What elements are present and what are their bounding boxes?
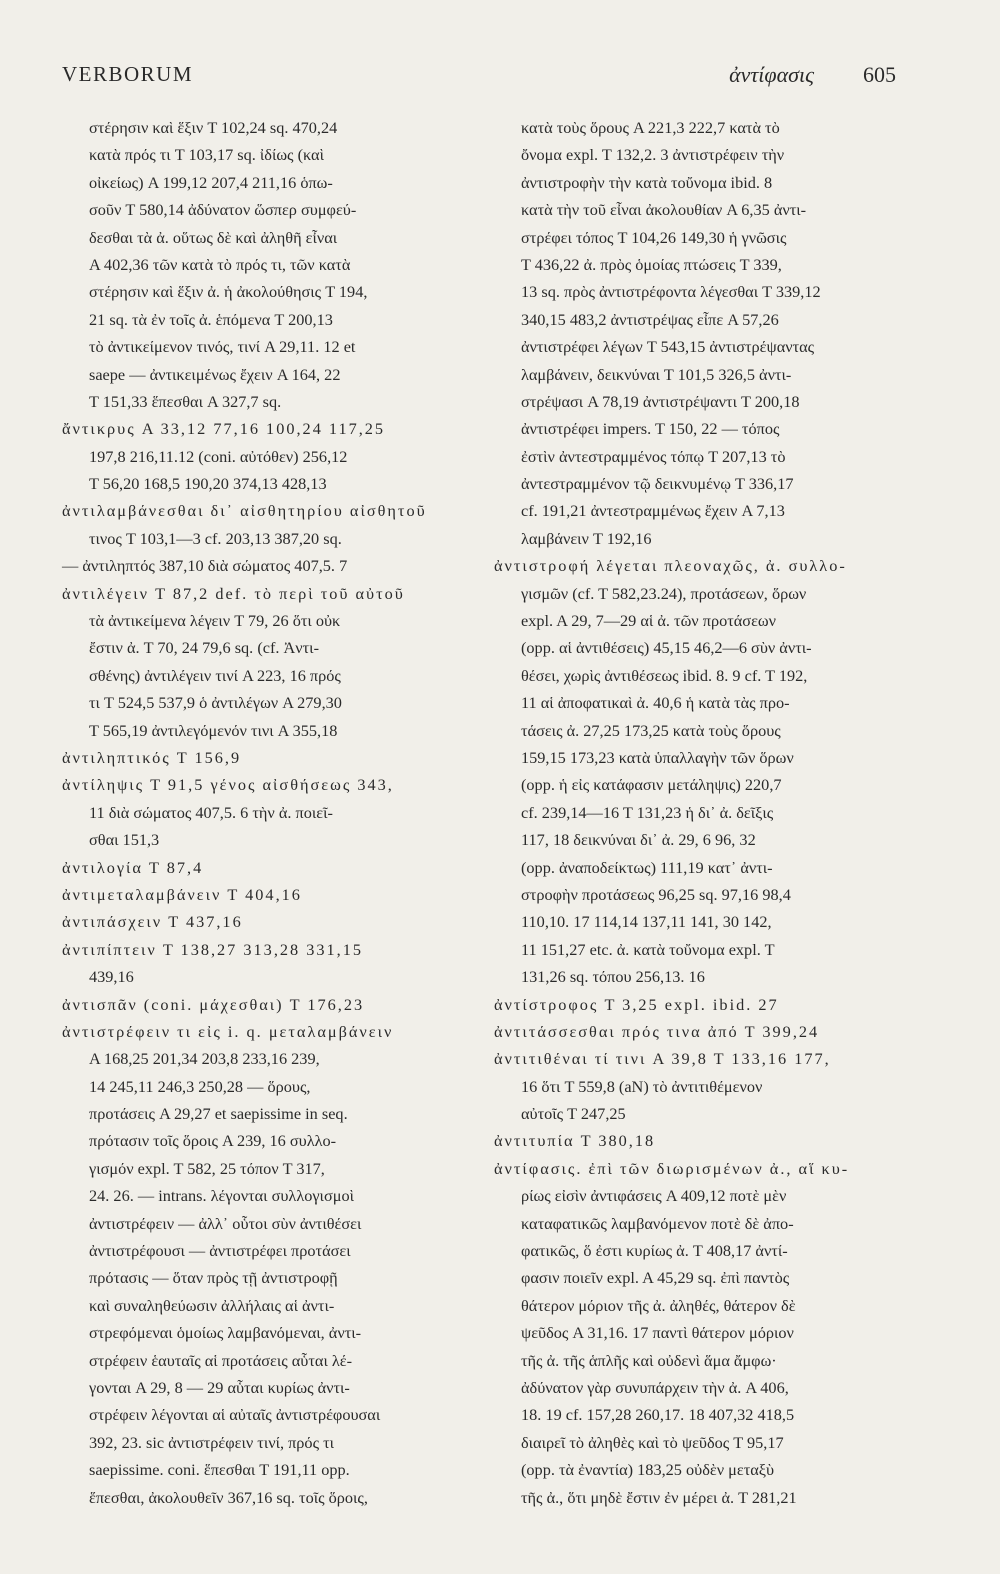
text-line: τὰ ἀντικείμενα λέγειν T 79, 26 ὅτι οὐκ: [89, 611, 341, 631]
text-line: 110,10. 17 114,14 137,11 141, 30 142,: [521, 912, 772, 932]
text-line: saepissime. coni. ἕπεσθαι T 191,11 opp.: [89, 1460, 350, 1480]
text-line: ἀδύνατον γὰρ συνυπάρχειν τὴν ἀ. A 406,: [521, 1377, 789, 1397]
text-line: τι T 524,5 537,9 ὁ ἀντιλέγων A 279,30: [89, 693, 342, 713]
text-line: ἀντιτιθέναι τί τινι A 39,8 T 133,16 177,: [494, 1049, 831, 1069]
text-line: φατικῶς, ὅ ἐστι κυρίως ἀ. T 408,17 ἀντί-: [521, 1241, 788, 1261]
text-line: T 565,19 ἀντιλεγόμενόν τινι A 355,18: [89, 720, 338, 740]
text-line: σοῦν T 580,14 ἀδύνατον ὥσπερ συμφεύ-: [89, 200, 357, 220]
text-line: ἀντιστροφή λέγεται πλεοναχῶς, ἀ. συλλο-: [494, 556, 847, 576]
text-line: 340,15 483,2 ἀντιστρέψας εἶπε A 57,26: [521, 309, 779, 329]
text-line: στροφὴν προτάσεως 96,25 sq. 97,16 98,4: [521, 884, 791, 904]
page-number: 605: [863, 62, 896, 87]
text-line: κατὰ τὴν τοῦ εἶναι ἀκολουθίαν A 6,35 ἀντι-: [521, 200, 807, 220]
text-line: ρίως εἰσὶν ἀντιφάσεις A 409,12 ποτὲ μὲν: [521, 1186, 787, 1206]
text-line: τῆς ἀ., ὅτι μηδὲ ἔστιν ἐν μέρει ἀ. T 281,21: [521, 1487, 797, 1507]
text-line: ἀντιπάσχειν T 437,16: [62, 912, 243, 932]
text-line: ἕπεσθαι, ἀκολουθεῖν 367,16 sq. τοῖς ὅροις,: [89, 1487, 368, 1507]
text-line: ἀντιπίπτειν T 138,27 313,28 331,15: [62, 939, 364, 959]
text-line: ἀντιμεταλαμβάνειν T 404,16: [62, 884, 302, 904]
text-line: 14 245,11 246,3 250,28 — ὅρους,: [89, 1076, 311, 1096]
text-line: σθένης) ἀντιλέγειν τινί A 223, 16 πρός: [89, 665, 341, 685]
text-line: στρέφειν ἑαυταῖς αἱ προτάσεις αὗται λέ-: [89, 1350, 353, 1370]
text-line: 16 ὅτι T 559,8 (aN) τὸ ἀντιτιθέμενον: [521, 1076, 763, 1096]
text-line: ἀντιλογία T 87,4: [62, 857, 204, 877]
text-line: 11 151,27 etc. ἀ. κατὰ τοὔνομα expl. T: [521, 939, 775, 959]
text-line: A 402,36 τῶν κατὰ τὸ πρός τι, τῶν κατὰ: [89, 254, 351, 274]
text-line: τῆς ἀ. τῆς ἁπλῆς καὶ οὐδενὶ ἅμα ἄμφω·: [521, 1350, 777, 1370]
text-line: 11 αἱ ἀποφατικαὶ ἀ. 40,6 ἡ κατὰ τὰς προ-: [521, 693, 790, 713]
text-line: στρέφειν λέγονται αἱ αὐταῖς ἀντιστρέφουσαι: [89, 1405, 381, 1425]
text-line: T 56,20 168,5 190,20 374,13 428,13: [89, 474, 327, 494]
text-line: 24. 26. — intrans. λέγονται συλλογισμοὶ: [89, 1186, 354, 1206]
text-line: κατὰ τοὺς ὅρους A 221,3 222,7 κατὰ τὸ: [521, 118, 780, 137]
text-line: cf. 239,14—16 T 131,23 ἡ δι᾽ ἀ. δεῖξις: [521, 802, 774, 822]
text-line: τινος T 103,1—3 cf. 203,13 387,20 sq.: [89, 528, 342, 548]
text-line: 11 διὰ σώματος 407,5. 6 τὴν ἀ. ποιεῖ-: [89, 802, 333, 822]
right-column: [494, 114, 902, 1511]
text-line: θέσει, χωρὶς ἀντιθέσεως ibid. 8. 9 cf. T 192,: [521, 665, 808, 685]
text-line: 392, 23. sic ἀντιστρέφειν τινί, πρός τι: [89, 1432, 335, 1452]
text-line: 131,26 sq. τόπου 256,13. 16: [521, 967, 705, 987]
text-line: ἀντιτάσσεσθαι πρός τινα ἀπό T 399,24: [494, 1021, 820, 1041]
text-line: θάτερον μόριον τῆς ἀ. ἀληθές, θάτερον δὲ: [521, 1295, 796, 1315]
text-line: ἀντίληψις T 91,5 γένος αἰσθήσεως 343,: [62, 775, 394, 795]
text-line: ἄντικρυς A 33,12 77,16 100,24 117,25: [62, 419, 386, 439]
text-line: στρεφόμεναι ὁμοίως λαμβανόμεναι, ἀντι-: [89, 1323, 362, 1343]
text-line: 18. 19 cf. 157,28 260,17. 18 407,32 418,5: [521, 1405, 795, 1425]
text-line: ἀντίστροφος T 3,25 expl. ibid. 27: [494, 994, 779, 1014]
text-line: T 151,33 ἕπεσθαι A 327,7 sq.: [89, 391, 282, 411]
text-line: ἀντιτυπία T 380,18: [494, 1131, 656, 1151]
text-line: ἀντιλέγειν T 87,2 def. τὸ περὶ τοῦ αὐτοῦ: [62, 583, 405, 603]
text-line: προτάσεις A 29,27 et saepissime in seq.: [89, 1104, 348, 1124]
left-column: [62, 114, 482, 1511]
text-line: 117, 18 δεικνύναι δι᾽ ἀ. 29, 6 96, 32: [521, 830, 756, 850]
text-line: δεσθαι τὰ ἀ. οὕτως δὲ καὶ ἀληθῆ εἶναι: [89, 227, 338, 247]
text-line: καταφατικῶς λαμβανόμενον ποτὲ δὲ ἀπο-: [521, 1213, 794, 1233]
page-header: [62, 62, 896, 96]
text-line: ἀντιστρέφει λέγων T 543,15 ἀντιστρέψαντας: [521, 337, 815, 357]
text-line: στρέφει τόπος T 104,26 149,30 ἡ γνῶσις: [521, 227, 787, 247]
text-line: λαμβάνειν, δεικνύναι T 101,5 326,5 ἀντι-: [521, 364, 792, 384]
text-line: τὸ ἀντικείμενον τινός, τινί A 29,11. 12 et: [89, 337, 356, 357]
text-line: (opp. τὰ ἐναντία) 183,25 οὐδὲν μεταξὺ: [521, 1460, 775, 1480]
text-line: στέρησιν καὶ ἕξιν T 102,24 sq. 470,24: [89, 118, 338, 137]
text-line: 439,16: [89, 967, 134, 987]
text-line: 21 sq. τὰ ἐν τοῖς ἀ. ἑπόμενα T 200,13: [89, 309, 333, 329]
text-line: γισμόν expl. T 582, 25 τόπον T 317,: [89, 1158, 325, 1178]
text-line: αὐτοῖς T 247,25: [521, 1104, 626, 1124]
text-line: στρέψασι A 78,19 ἀντιστρέψαντι T 200,18: [521, 391, 800, 411]
text-line: saepe — ἀντικειμένως ἔχειν A 164, 22: [89, 364, 341, 384]
text-line: cf. 191,21 ἀντεστραμμένως ἔχειν A 7,13: [521, 501, 785, 521]
text-line: πρότασις — ὅταν πρὸς τῇ ἀντιστροφῇ: [89, 1268, 338, 1288]
text-line: ἐστὶν ἀντεστραμμένος τόπῳ T 207,13 τὸ: [521, 446, 786, 466]
text-line: ἀντίφασις. ἐπὶ τῶν διωρισμένων ἀ., αἵ κυ-: [494, 1158, 850, 1178]
text-line: οἰκείως) A 199,12 207,4 211,16 ὁπω-: [89, 172, 333, 192]
text-line: 13 sq. πρὸς ἀντιστρέφοντα λέγεσθαι T 339,12: [521, 282, 821, 302]
text-line: σθαι 151,3: [89, 830, 160, 850]
text-line: γονται A 29, 8 — 29 αὗται κυρίως ἀντι-: [89, 1377, 350, 1397]
text-line: ἀντισπᾶν (coni. μάχεσθαι) T 176,23: [62, 994, 365, 1014]
text-line: 159,15 173,23 κατὰ ὑπαλλαγὴν τῶν ὅρων: [521, 747, 794, 767]
text-line: ἀντιλαμβάνεσθαι δι᾽ αἰσθητηρίου αἰσθητοῦ: [62, 501, 427, 521]
text-line: ἀντιστρέφειν — ἀλλ᾽ οὗτοι σὺν ἀντιθέσει: [89, 1213, 362, 1233]
text-line: ἀντιστρέφουσι — ἀντιστρέφει προτάσει: [89, 1241, 351, 1261]
text-line: στέρησιν καὶ ἕξιν ἀ. ἡ ἀκολούθησις T 194,: [89, 282, 368, 302]
text-line: expl. A 29, 7—29 αἱ ἀ. τῶν προτάσεων: [521, 611, 776, 631]
text-line: ἀντιστρέφει impers. T 150, 22 — τόπος: [521, 419, 780, 439]
text-line: ἀντιληπτικός T 156,9: [62, 747, 242, 767]
text-line: ἔστιν ἀ. T 70, 24 79,6 sq. (cf. Ἀντι-: [89, 638, 319, 658]
text-line: ψεῦδος A 31,16. 17 παντὶ θάτερον μόριον: [521, 1323, 794, 1343]
text-line: (opp. ἀναποδείκτως) 111,19 κατ᾽ ἀντι-: [521, 857, 773, 877]
header-keyword: ἀντίφασις: [729, 62, 814, 87]
text-line: ἀντιστρέφειν τι εἰς i. q. μεταλαμβάνειν: [62, 1021, 394, 1041]
text-line: T 436,22 ἀ. πρὸς ὁμοίας πτώσεις T 339,: [521, 254, 782, 274]
text-line: διαιρεῖ τὸ ἀληθὲς καὶ τὸ ψεῦδος T 95,17: [521, 1432, 784, 1452]
text-line: — ἀντιληπτός 387,10 διὰ σώματος 407,5. 7: [62, 556, 348, 576]
text-line: ὄνομα expl. T 132,2. 3 ἀντιστρέφειν τὴν: [521, 145, 785, 165]
text-line: λαμβάνειν T 192,16: [521, 528, 652, 548]
text-line: ἀντιστροφὴν τὴν κατὰ τοὔνομα ibid. 8: [521, 172, 773, 192]
text-line: πρότασιν τοῖς ὅροις A 239, 16 συλλο-: [89, 1131, 337, 1151]
text-line: ἀντεστραμμένον τῷ δεικνυμένῳ T 336,17: [521, 474, 794, 494]
text-line: φασιν ποιεῖν expl. A 45,29 sq. ἐπὶ παντὸς: [521, 1268, 790, 1288]
text-line: καὶ συναληθεύωσιν ἀλλήλαις αἱ ἀντι-: [89, 1295, 335, 1315]
text-line: (opp. ἡ εἰς κατάφασιν μετάληψις) 220,7: [521, 775, 782, 795]
text-line: (opp. αἱ ἀντιθέσεις) 45,15 46,2—6 σὺν ἀντι-: [521, 638, 812, 658]
text-line: γισμῶν (cf. T 582,23.24), προτάσεων, ὅρων: [521, 583, 807, 603]
text-line: κατὰ πρός τι T 103,17 sq. ἰδίως (καὶ: [89, 145, 324, 165]
running-head: VERBORUM: [62, 62, 194, 86]
text-line: τάσεις ἀ. 27,25 173,25 κατὰ τοὺς ὅρους: [521, 720, 781, 740]
text-line: A 168,25 201,34 203,8 233,16 239,: [89, 1049, 320, 1069]
text-line: 197,8 216,11.12 (coni. αὐτόθεν) 256,12: [89, 446, 348, 466]
